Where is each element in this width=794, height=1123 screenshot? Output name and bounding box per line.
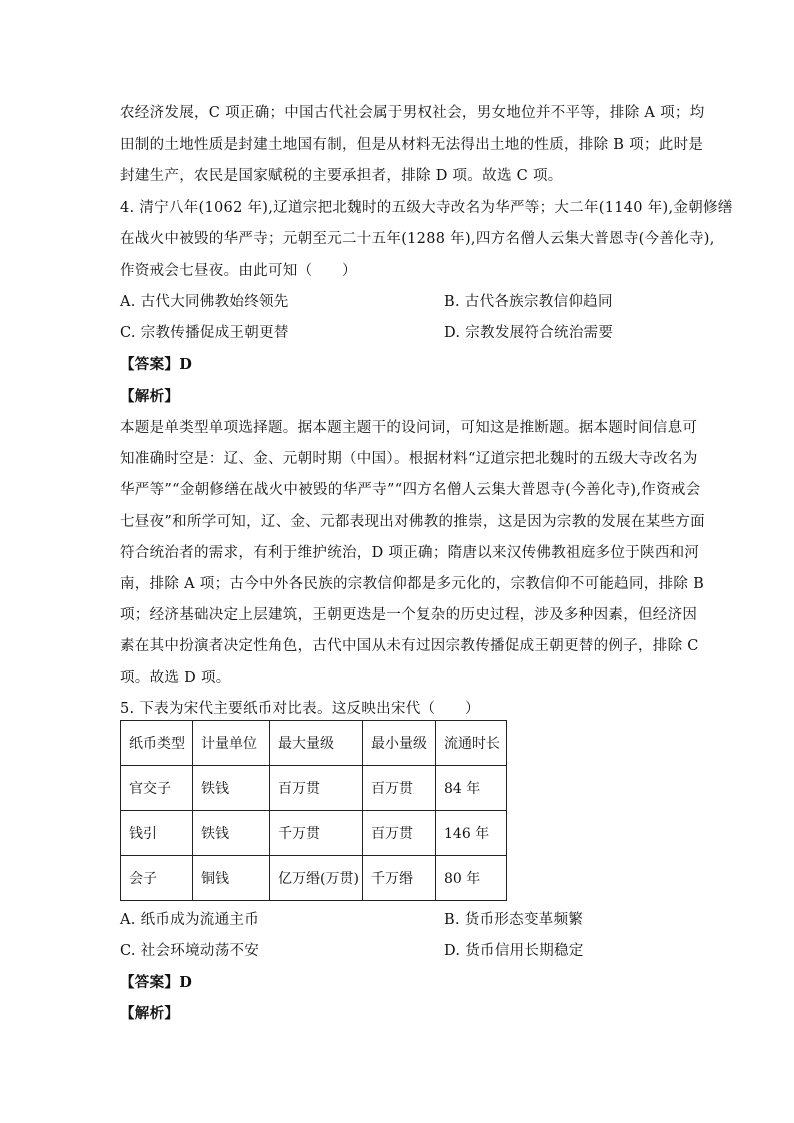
table-row (121, 766, 507, 811)
table-cell: 百万贯 (363, 766, 436, 811)
table-cell: 铁钱 (193, 811, 270, 856)
q4-analysis-line-2: 知准确时空是：辽、金、元朝时期（中国）。根据材料“辽道宗把北魏时的五级大寺改名为 (120, 451, 698, 467)
q5-analysis-title: 【解析】 (120, 1005, 180, 1022)
q4-analysis-line-7: 项；经济基础决定上层建筑，王朝更迭是一个复杂的历史过程，涉及多种因素，但经济因 (120, 607, 698, 623)
q4-analysis-line-3: 华严等”“金朝修缮在战火中被毁的华严寺”“四方名僧人云集大普恩寺(今善化寺),作资戒会 (120, 482, 701, 498)
intro-line-3: 封建生产，农民是国家赋税的主要承担者，排除 D 项。故选 C 项。 (120, 168, 563, 184)
table-cell: 官交子 (121, 766, 193, 811)
table-cell: 会子 (121, 856, 193, 901)
table-header-cell: 流通时长 (436, 721, 507, 766)
table-cell: 百万贯 (363, 811, 436, 856)
table-cell: 84 年 (436, 766, 507, 811)
table-header-cell: 纸币类型 (121, 721, 193, 766)
q4-stem-line-1: 4. 清宁八年(1062 年),辽道宗把北魏时的五级大寺改名为华严等；大二年(1140 年),金朝修缮 (120, 200, 733, 216)
table-cell: 146 年 (436, 811, 507, 856)
q4-analysis-line-9: 项。故选 D 项。 (120, 670, 231, 686)
q4-analysis-title: 【解析】 (120, 388, 180, 405)
q4-analysis-line-4: 七昼夜”和所学可知，辽、金、元都表现出对佛教的推崇，这是因为宗教的发展在某些方面 (120, 514, 705, 530)
paper-money-table (120, 720, 507, 901)
q5-option-a: A. 纸币成为流通主币 (120, 912, 259, 928)
table-row (121, 811, 507, 856)
table-cell: 铜钱 (193, 856, 270, 901)
table-cell: 铁钱 (193, 766, 270, 811)
table-cell: 千万贯 (270, 811, 363, 856)
q4-analysis-line-8: 素在其中扮演者决定性角色，古代中国从未有过因宗教传播促成王朝更替的例子，排除 C (120, 638, 699, 654)
table-cell: 亿万缗(万贯) (270, 856, 363, 901)
intro-line-2: 田制的土地性质是封建土地国有制，但是从材料无法得出土地的性质，排除 B 项；此时是 (120, 137, 704, 153)
table-cell: 钱引 (121, 811, 193, 856)
q4-analysis-line-6: 南，排除 A 项；古今中外各民族的宗教信仰都是多元化的，宗教信仰不可能趋同，排除 B (120, 576, 705, 592)
q4-option-d: D. 宗教发展符合统治需要 (444, 325, 614, 341)
q4-answer: 【答案】D (120, 356, 193, 373)
q5-option-b: B. 货币形态变革频繁 (444, 912, 584, 928)
table-header-cell: 最大量级 (270, 721, 363, 766)
q4-stem-line-2: 在战火中被毁的华严寺；元朝至元二十五年(1288 年),四方名僧人云集大普恩寺(今善化寺), (120, 231, 715, 247)
q4-analysis-line-5: 符合统治者的需求，有利于维护统治，D 项正确；隋唐以来汉传佛教祖庭多位于陕西和河 (120, 545, 700, 561)
intro-line-1: 农经济发展，C 项正确；中国古代社会属于男权社会，男女地位并不平等，排除 A 项；均 (120, 105, 705, 121)
q5-stem: 5. 下表为宋代主要纸币对比表。这反映出宋代（ ） (120, 701, 480, 717)
q5-answer: 【答案】D (120, 974, 193, 991)
q4-analysis-line-1: 本题是单类型单项选择题。据本题主题干的设问词，可知这是推断题。据本题时间信息可 (120, 420, 698, 436)
table-cell: 千万缗 (363, 856, 436, 901)
table-header-cell: 计量单位 (193, 721, 270, 766)
table-row (121, 856, 507, 901)
table-header-cell: 最小量级 (363, 721, 436, 766)
q4-option-b: B. 古代各族宗教信仰趋同 (444, 294, 613, 310)
q4-stem-line-3: 作资戒会七昼夜。由此可知（ ） (120, 263, 357, 279)
q5-option-d: D. 货币信用长期稳定 (444, 943, 584, 959)
q5-option-c: C. 社会环境动荡不安 (120, 943, 260, 959)
table-cell: 百万贯 (270, 766, 363, 811)
q4-option-a: A. 古代大同佛教始终领先 (120, 294, 289, 310)
table-header-row (121, 721, 507, 766)
table-cell: 80 年 (436, 856, 507, 901)
q4-option-c: C. 宗教传播促成王朝更替 (120, 325, 289, 341)
